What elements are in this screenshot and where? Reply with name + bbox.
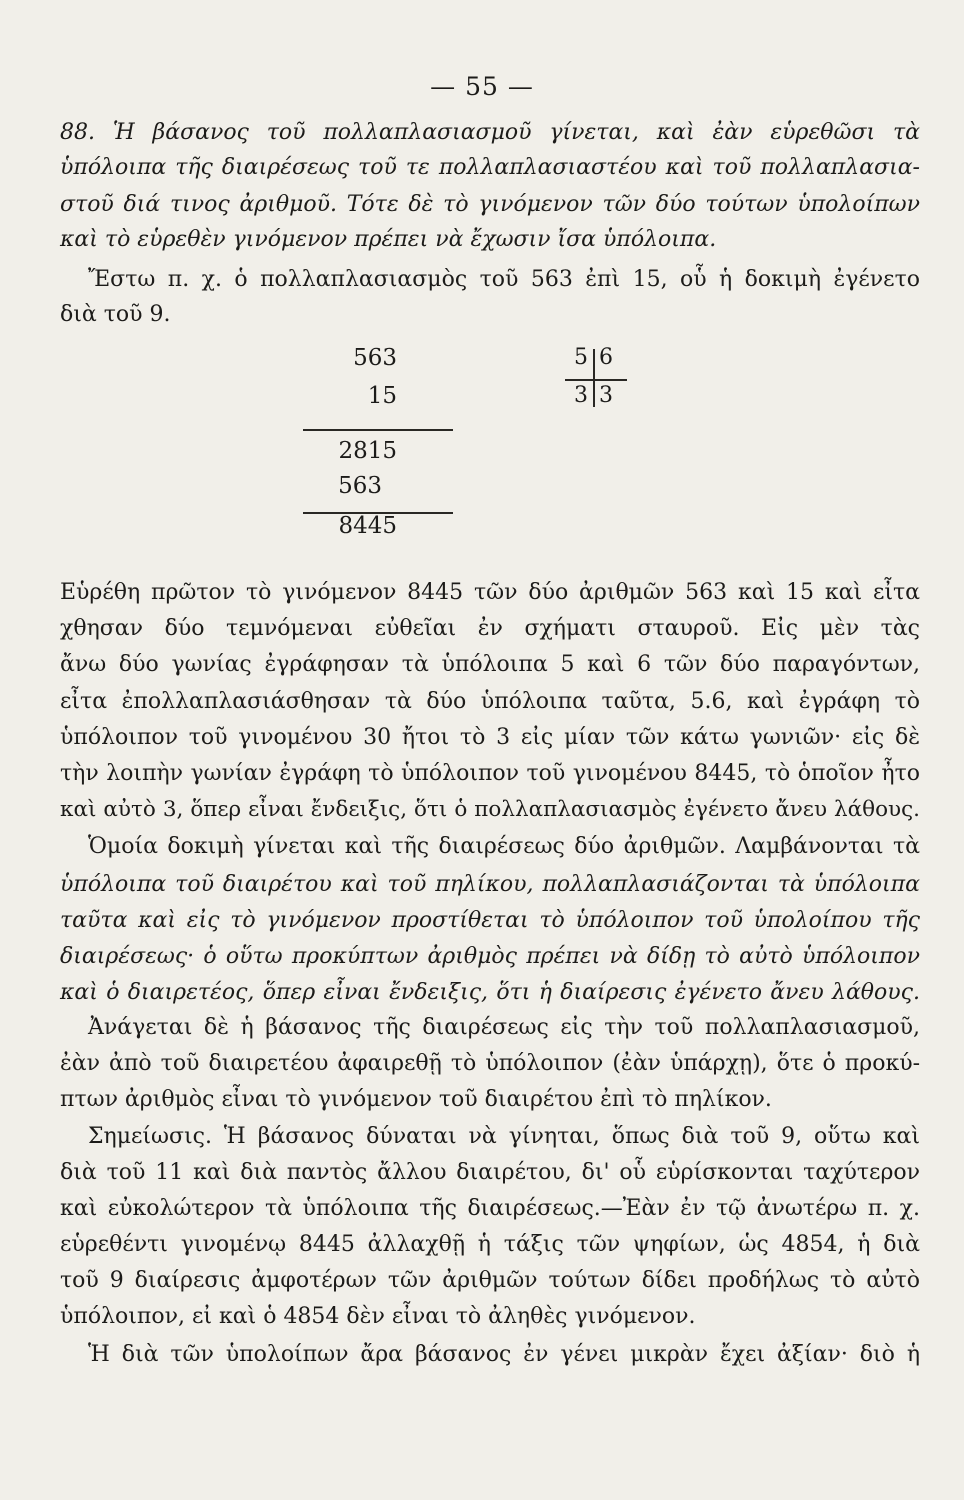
text-line: πτων ἀριθμὸς εἶναι τὸ γινόμενον τοῦ διαιρέτου ἐπὶ τὸ πηλίκον. xyxy=(60,1087,772,1112)
text-line: τὴν λοιπὴν γωνίαν ἐγράφη τὸ ὑπόλοιπον τοῦ γινομένου 8445, τὸ ὁποῖον ἦτο xyxy=(60,761,920,786)
text-line: διὰ τοῦ 9. xyxy=(60,302,171,327)
page-number: — 55 — xyxy=(430,72,534,101)
cross-bottom-right: 3 xyxy=(599,383,613,408)
cross-horizontal-line xyxy=(565,379,627,381)
text-line: Ἀνάγεται δὲ ἡ βάσανος τῆς διαιρέσεως εἰς τὴν τοῦ πολλαπλασιασμοῦ, xyxy=(88,1015,920,1040)
text-line: Ὁμοία δοκιμὴ γίνεται καὶ τῆς διαιρέσεως δύο ἀριθμῶν. Λαμβάνονται τὰ xyxy=(88,834,920,859)
text-line: καὶ εὐκολώτερον τὰ ὑπόλοιπα τῆς διαιρέσεως.—Ἐὰν ἐν τῷ ἀνωτέρω π. χ. xyxy=(60,1196,920,1221)
cross-top-right: 6 xyxy=(599,345,613,370)
partial-product-1: 2815 xyxy=(338,438,397,464)
cross-vertical-line xyxy=(593,349,595,407)
multiplication-calc xyxy=(277,345,457,545)
text-line: καὶ τὸ εὑρεθὲν γινόμενον πρέπει νὰ ἔχωσιν ἴσα ὑπόλοιπα. xyxy=(60,227,717,252)
text-line: Ἡ διὰ τῶν ὑπολοίπων ἄρα βάσανος ἐν γένει μικρὰν ἔχει ἀξίαν· διὸ ἡ xyxy=(88,1342,920,1367)
text-line: ἄνω δύο γωνίας ἐγράφησαν τὰ ὑπόλοιπα 5 καὶ 6 τῶν δύο παραγόντων, xyxy=(60,652,920,677)
cross-bottom-left: 3 xyxy=(574,383,588,408)
product: 8445 xyxy=(338,513,397,539)
text-line: ὑπόλοιπον τοῦ γινομένου 30 ἤτοι τὸ 3 εἰς μίαν τῶν κάτω γωνιῶν· εἰς δὲ xyxy=(60,725,920,750)
text-line: καὶ ὁ διαιρετέος, ὅπερ εἶναι ἔνδειξις, ὅτι ἡ διαίρεσις ἐγένετο ἄνευ λάθους. xyxy=(60,980,920,1005)
text-line: Ἔστω π. χ. ὁ πολλαπλασιασμὸς τοῦ 563 ἐπὶ 15, οὗ ἡ δοκιμὴ ἐγένετο xyxy=(88,267,920,292)
multiplicand: 563 xyxy=(353,345,397,371)
text-line: ἐὰν ἀπὸ τοῦ διαιρετέου ἀφαιρεθῇ τὸ ὑπόλοιπον (ἐὰν ὑπάρχῃ), ὅτε ὁ προκύ- xyxy=(60,1051,920,1076)
text-line: τοῦ 9 διαίρεσις ἀμφοτέρων τῶν ἀριθμῶν τούτων δίδει προδήλως τὸ αὐτὸ xyxy=(60,1268,920,1293)
text-line: διαιρέσεως· ὁ οὕτω προκύπτων ἀριθμὸς πρέπει νὰ δίδῃ τὸ αὐτὸ ὑπόλοιπον xyxy=(60,944,920,969)
text-line: στοῦ διά τινος ἀριθμοῦ. Τότε δὲ τὸ γινόμενον τῶν δύο τούτων ὑπολοίπων xyxy=(60,192,920,217)
text-line: εἶτα ἐπολλαπλασιάσθησαν τὰ δύο ὑπόλοιπα ταῦτα, 5.6, καὶ ἐγράφη τὸ xyxy=(60,689,920,714)
calc-rule-1 xyxy=(303,429,453,431)
text-line: χθησαν δύο τεμνόμεναι εὐθεῖαι ἐν σχήματι σταυροῦ. Εἰς μὲν τὰς xyxy=(60,616,920,641)
text-line: 88. Ἡ βάσανος τοῦ πολλαπλασιασμοῦ γίνεται, καὶ ἐὰν εὑρεθῶσι τὰ xyxy=(60,120,920,145)
cross-top-left: 5 xyxy=(574,345,588,370)
text-line: διὰ τοῦ 11 καὶ διὰ παντὸς ἄλλου διαιρέτου, δι' οὗ εὑρίσκονται ταχύτερον xyxy=(60,1160,920,1185)
text-line: ταῦτα καὶ εἰς τὸ γινόμενον προστίθεται τὸ ὑπόλοιπον τοῦ ὑπολοίπου τῆς xyxy=(60,908,920,933)
multiplier: 15 xyxy=(367,383,397,409)
text-line: εὑρεθέντι γινομένῳ 8445 ἀλλαχθῇ ἡ τάξις τῶν ψηφίων, ὡς 4854, ἡ διὰ xyxy=(60,1232,920,1257)
remainder-cross xyxy=(565,345,635,425)
text-line: Σημείωσις. Ἡ βάσανος δύναται νὰ γίνηται, ὅπως διὰ τοῦ 9, οὕτω καὶ xyxy=(88,1124,920,1149)
text-line: Εὑρέθη πρῶτον τὸ γινόμενον 8445 τῶν δύο ἀριθμῶν 563 καὶ 15 καὶ εἶτα xyxy=(60,580,920,605)
text-line: ὑπόλοιπα τοῦ διαιρέτου καὶ τοῦ πηλίκου, πολλαπλασιάζονται τὰ ὑπόλοιπα xyxy=(60,872,920,897)
text-line: ὑπόλοιπα τῆς διαιρέσεως τοῦ τε πολλαπλασιαστέου καὶ τοῦ πολλαπλασια- xyxy=(60,155,920,180)
text-line: ὑπόλοιπον, εἰ καὶ ὁ 4854 δὲν εἶναι τὸ ἀληθὲς γινόμενον. xyxy=(60,1304,696,1329)
partial-product-2: 563 xyxy=(338,473,382,499)
text-line: καὶ αὐτὸ 3, ὅπερ εἶναι ἔνδειξις, ὅτι ὁ πολλαπλασιασμὸς ἐγένετο ἄνευ λάθους. xyxy=(60,797,920,822)
